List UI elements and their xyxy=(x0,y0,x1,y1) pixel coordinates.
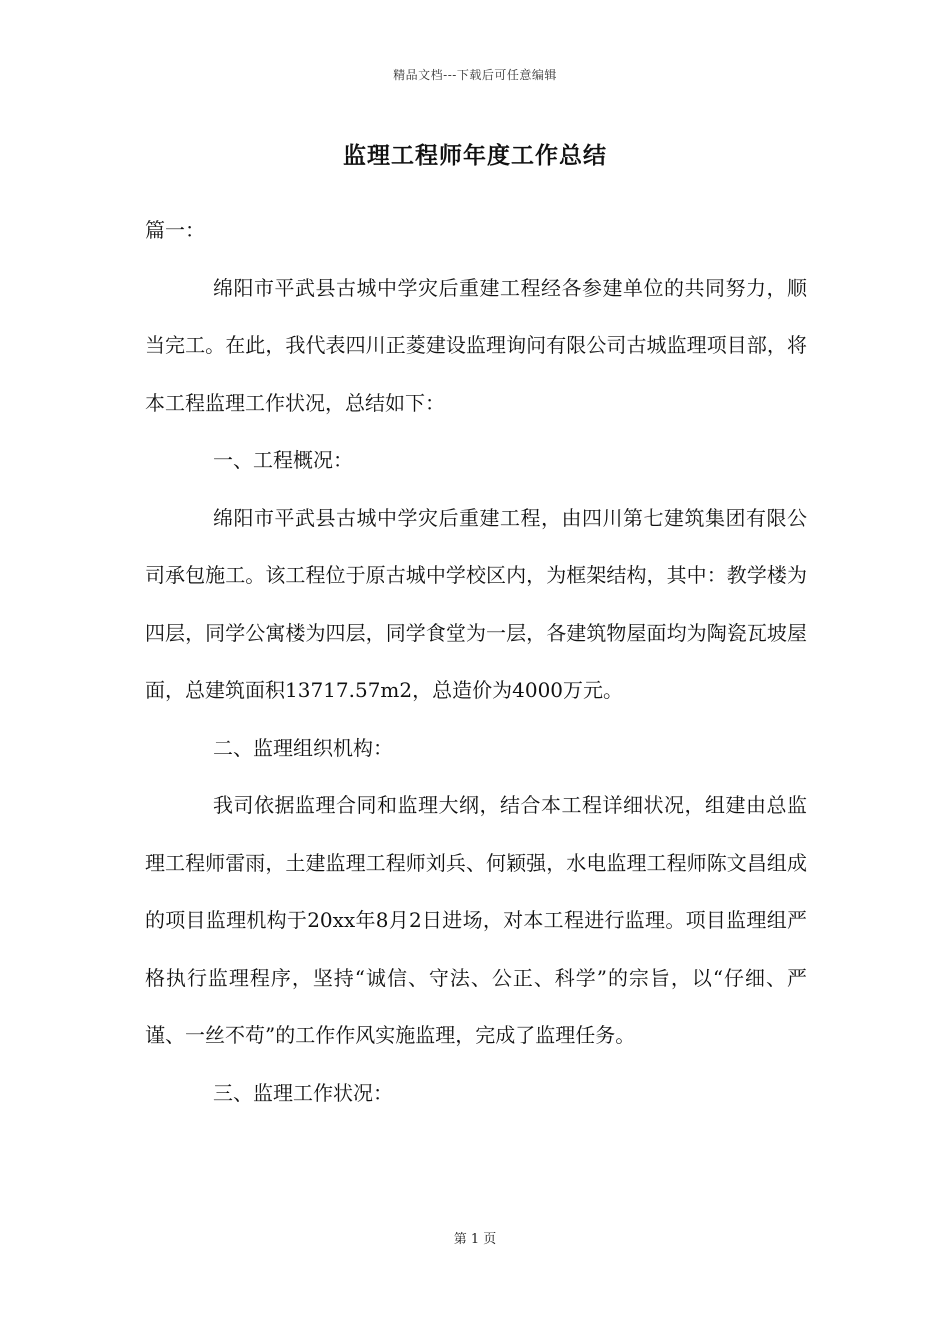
intro-paragraph: 绵阳市平武县古城中学灾后重建工程经各参建单位的共同努力，顺当完工。在此，我代表四川正菱建设监理询问有限公司古城监理项目部，将本工程监理工作状况，总结如下： xyxy=(145,275,807,415)
page-number: 第 1 页 xyxy=(453,1232,497,1247)
section-label: 篇一： xyxy=(145,218,205,242)
organization-paragraph: 我司依据监理合同和监理大纲，结合本工程详细状况，组建由总监理工程师雷雨，土建监理工程师刘兵、何颖强，水电监理工程师陈文昌组成的项目监理机构于20xx年8月2日进场，对本工程进行监理。项目监理组严格执行监理程序，坚持“诚信、守法、公正、科学”的宗旨，以“仔细、严谨、一丝不苟”的工作作风实施监理，完成了监理任务。 xyxy=(145,793,807,1047)
section-heading-organization: 二、监理组织机构： xyxy=(213,735,393,760)
page-header: 精品文档---下载后可任意编辑 xyxy=(393,68,557,82)
document-body xyxy=(145,202,807,1122)
document-title: 监理工程师年度工作总结 xyxy=(343,142,607,169)
section-heading-work-status: 三、监理工作状况： xyxy=(213,1080,393,1105)
section-heading-overview: 一、工程概况： xyxy=(213,448,353,472)
overview-paragraph: 绵阳市平武县古城中学灾后重建工程，由四川第七建筑集团有限公司承包施工。该工程位于原古城中学校区内，为框架结构，其中：教学楼为四层，同学公寓楼为四层，同学食堂为一层，各建筑物屋面均为陶瓷瓦坡屋面，总建筑面积13717.57m2，总造价为4000万元。 xyxy=(145,505,807,702)
